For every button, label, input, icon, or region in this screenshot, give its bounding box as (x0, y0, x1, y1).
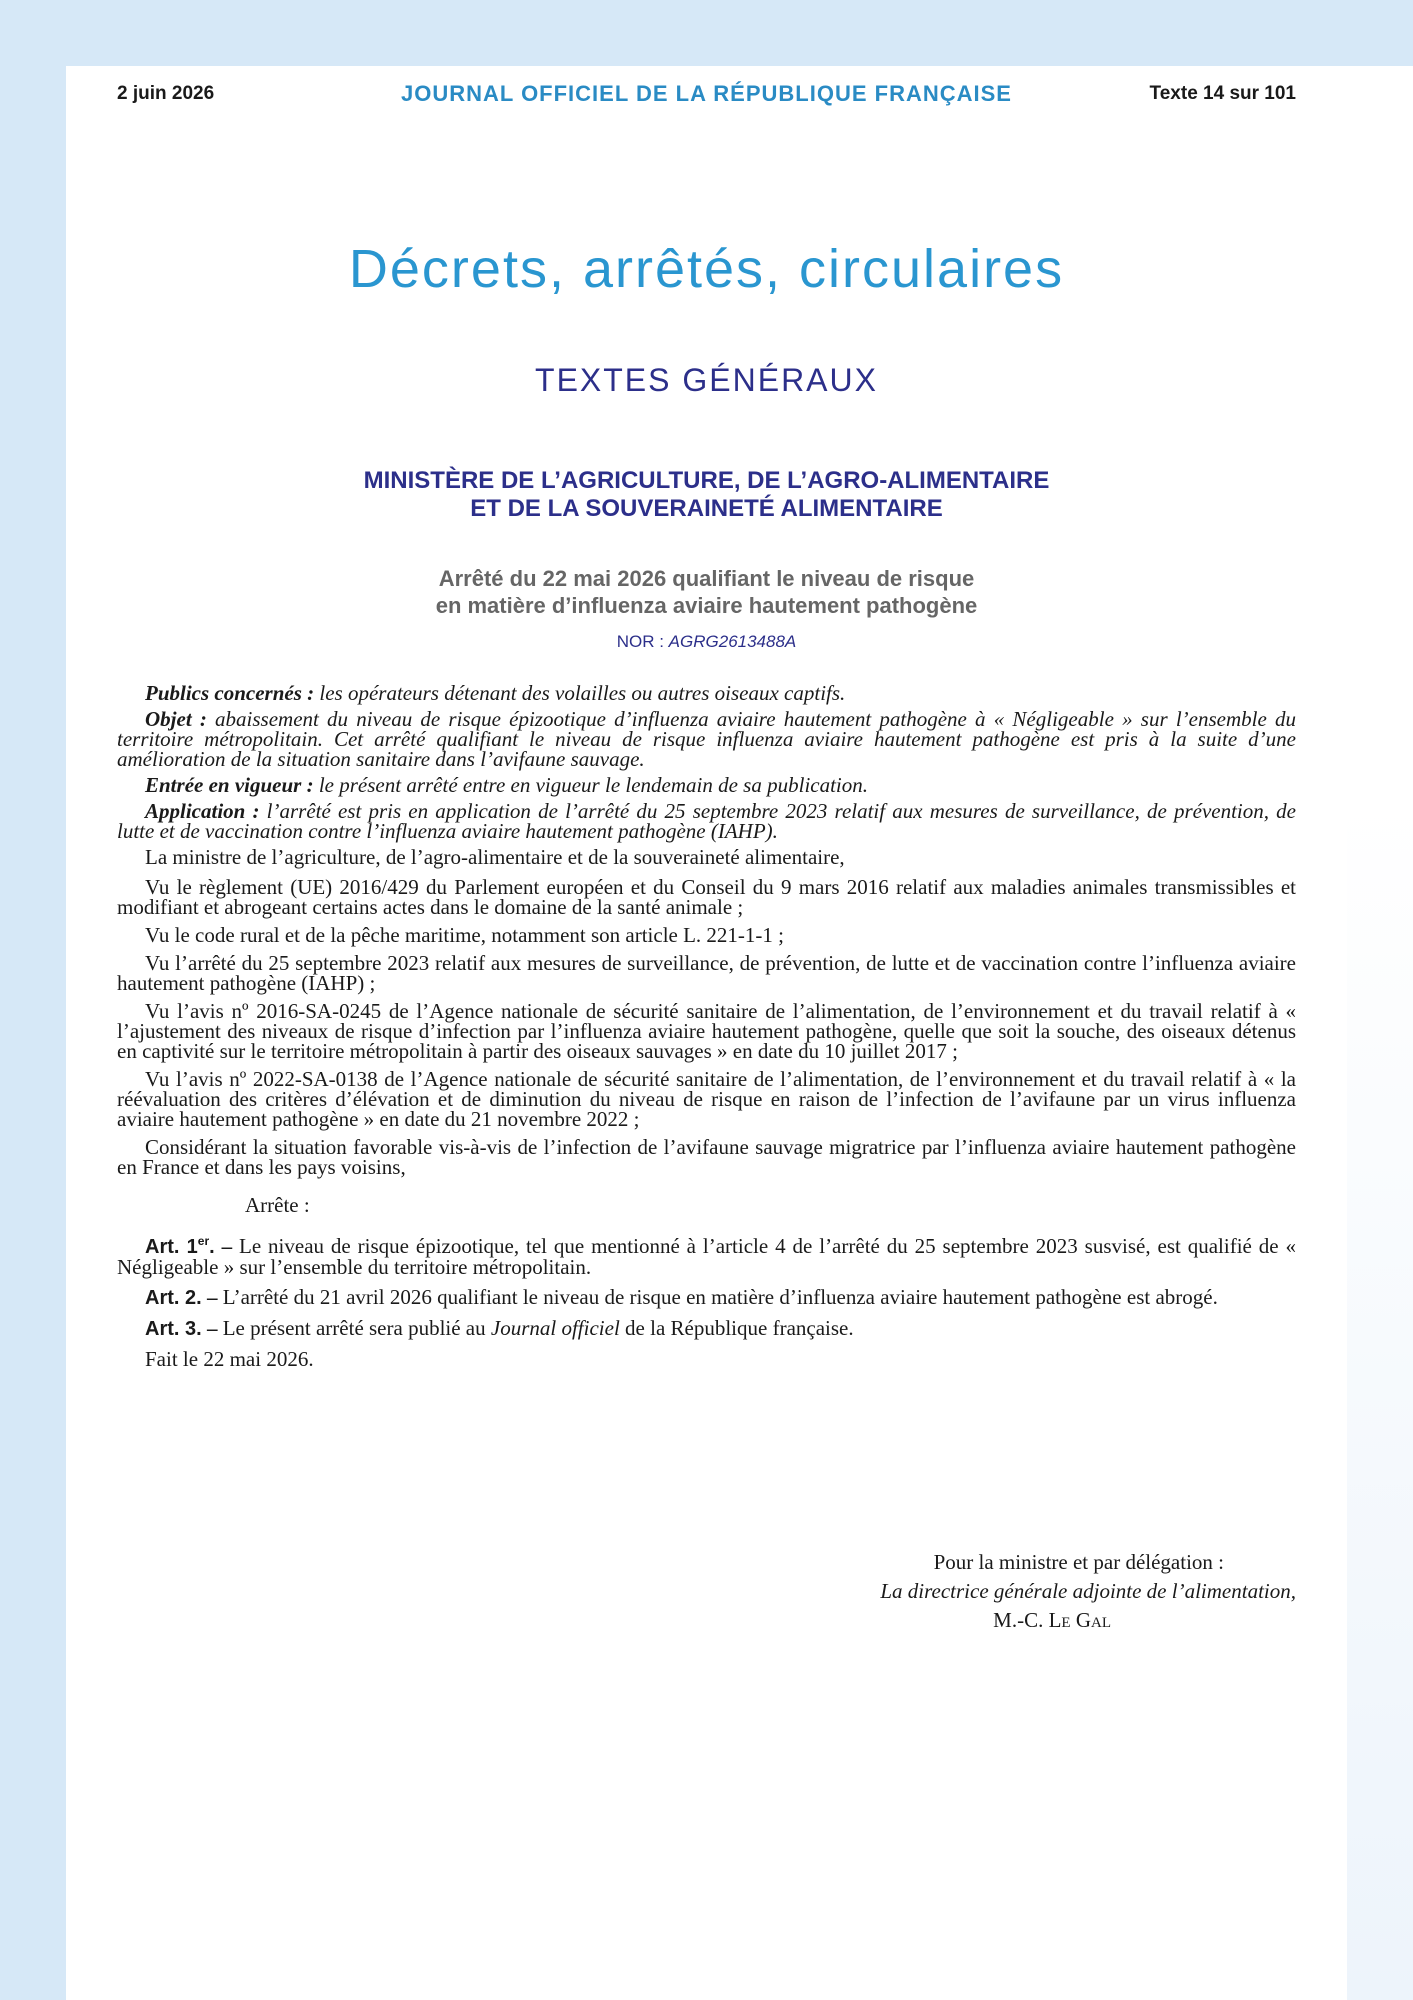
nor-value: AGRG2613488A (668, 632, 797, 651)
done-at: Fait le 22 mai 2026. (145, 1347, 314, 1371)
visa-paragraph: Vu le règlement (UE) 2016/429 du Parlement européen et du Conseil du 9 mars 2016 relatif aux maladies animales transmissibles et modifiant et abrogeant certains actes dans le domaine de la santé animale ; (117, 875, 1296, 919)
article-dash: – (201, 1285, 223, 1309)
article-label: Art. 1er. (145, 1234, 215, 1258)
summary-text: le présent arrêté entre en vigueur le lendemain de sa publication. (313, 773, 869, 797)
considerant-paragraph: Considérant la situation favorable vis-à-vis de l’infection de l’avifaune sauvage migratrice par l’influenza aviaire hautement pathogène en France et dans les pays voisins, (117, 1135, 1296, 1179)
arrete-label: Arrête : (245, 1193, 310, 1217)
summary-label: Application : (145, 799, 260, 823)
article-text: Le niveau de risque épizootique, tel que mentionné à l’article 4 de l’arrêté du 25 septembre 2023 susvisé, est qualifié de « Négligeable » sur l’ensemble du territoire métropolitain. (117, 1234, 1296, 1279)
summary-entree-en-vigueur (117, 775, 1296, 795)
signature-name: M.-C. Le Gal (993, 1608, 1111, 1632)
summary-label: Objet : (145, 707, 207, 731)
article-superscript: er (197, 1234, 210, 1248)
article-text-end: de la République française. (619, 1316, 854, 1340)
signature-title: La directrice générale adjointe de l’alimentation, (880, 1579, 1296, 1603)
summary-text: les opérateurs détenant des volailles ou autres oiseaux captifs. (314, 681, 846, 705)
visas-block (117, 847, 1296, 1177)
nor-reference (0, 632, 1413, 652)
main-title: Décrets, arrêtés, circulaires (348, 239, 1065, 299)
ministry-line-2: ET DE LA SOUVERAINETÉ ALIMENTAIRE (470, 495, 943, 522)
header-text-reference: Texte 14 sur 101 (1149, 83, 1296, 104)
journal-officiel-italic: Journal officiel (490, 1316, 620, 1340)
decree-title-line-2: en matière d’influenza aviaire hautement pathogène (435, 593, 978, 618)
preamble: La ministre de l’agriculture, de l’agro-alimentaire et de la souveraineté alimentaire, (145, 845, 845, 869)
document-body (117, 683, 1296, 1369)
nor-label: NOR : (616, 632, 669, 651)
article-text: Le présent arrêté sera publié au (222, 1316, 491, 1340)
summary-application (117, 801, 1296, 841)
ministry-name (0, 467, 1413, 523)
article-dash: – (201, 1316, 223, 1340)
top-margin-band (0, 0, 1413, 66)
summary-label: Publics concernés : (145, 681, 315, 705)
decree-title-line-1: Arrêté du 22 mai 2026 qualifiant le niveau de risque (438, 566, 975, 591)
article-label: Art. 2. (145, 1287, 202, 1309)
summary-text: abaissement du niveau de risque épizootique d’influenza aviaire hautement pathogène à « Négligeable » sur l’ensemble du territoire métropolitain. Cet arrêté qualifiant le niveau de risque influenza aviaire hautement pathogène est pris à la suite d’une amélioration de la situation sanitaire dans l’avifaune sauvage. (117, 707, 1296, 771)
visa-paragraph: Vu l’arrêté du 25 septembre 2023 relatif aux mesures de surveillance, de prévention, de lutte et de vaccination contre l’influenza aviaire hautement pathogène (IAHP) ; (117, 951, 1296, 995)
summary-label: Entrée en vigueur : (145, 773, 314, 797)
header-date: 2 juin 2026 (117, 83, 215, 104)
article-1 (117, 1231, 1296, 1277)
header-journal-name: JOURNAL OFFICIEL DE LA RÉPUBLIQUE FRANÇAISE (401, 81, 1012, 106)
visa-paragraph: Vu le code rural et de la pêche maritime, notamment son article L. 221-1-1 ; (145, 923, 785, 947)
decree-title (0, 565, 1413, 619)
signature-delegation: Pour la ministre et par délégation : (933, 1550, 1224, 1574)
right-margin-band (1347, 66, 1413, 2000)
article-label: Art. 3. (145, 1318, 202, 1340)
article-text: L’arrêté du 21 avril 2026 qualifiant le niveau de risque en matière d’influenza aviaire hautement pathogène est abrogé. (222, 1285, 1218, 1309)
article-3 (117, 1318, 1296, 1339)
article-dash: – (214, 1234, 239, 1258)
left-margin-band (0, 0, 66, 2000)
visa-paragraph: Vu l’avis nº 2022-SA-0138 de l’Agence nationale de sécurité sanitaire de l’alimentation, de l’environnement et du travail relatif à « la réévaluation des critères d’élévation et de diminution du niveau de risque en raison de l’infection de l’avifaune par un virus influenza aviaire hautement pathogène » en date du 21 novembre 2022 ; (117, 1067, 1296, 1131)
summary-objet (117, 709, 1296, 769)
article-2 (117, 1287, 1296, 1308)
signature-block (700, 1548, 1296, 1635)
summary-text: l’arrêté est pris en application de l’arrêté du 25 septembre 2023 relatif aux mesures de surveillance, de prévention, de lutte et de vaccination contre l’influenza aviaire hautement pathogène (IAHP). (117, 799, 1296, 843)
summary-publics (117, 683, 1296, 703)
section-title: TEXTES GÉNÉRAUX (535, 362, 878, 398)
ministry-line-1: MINISTÈRE DE L’AGRICULTURE, DE L’AGRO-ALIMENTAIRE (363, 467, 1050, 494)
summary-block (117, 683, 1296, 841)
visa-paragraph: Vu l’avis nº 2016-SA-0245 de l’Agence nationale de sécurité sanitaire de l’alimentation, de l’environnement et du travail relatif à « l’ajustement des niveaux de risque d’infection par l’influenza aviaire hautement pathogène, quelle que soit la souche, des oiseaux détenus en captivité sur le territoire métropolitain à partir des oiseaux sauvages » en date du 10 juillet 2017 ; (117, 999, 1296, 1063)
